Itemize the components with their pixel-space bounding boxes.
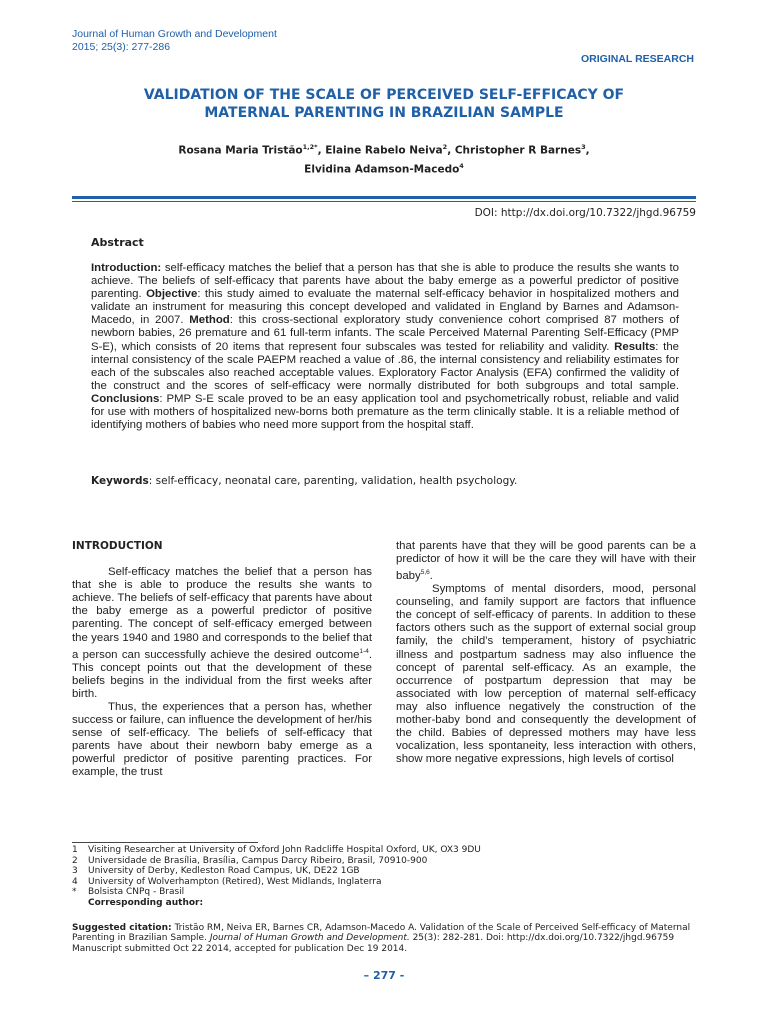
footnotes — [72, 845, 592, 909]
header-divider-thick — [72, 196, 696, 199]
article-title — [72, 86, 696, 122]
abstract-heading: Abstract — [91, 236, 144, 249]
journal-issue: 2015; 25(3): 277-286 — [72, 41, 171, 53]
author-affiliation: 3 — [581, 143, 586, 151]
section-label: ORIGINAL RESEARCH — [581, 53, 694, 65]
citation-doi[interactable]: 25(3): 282-281. Doi: http://dx.doi.org/10.7322/jhgd.96759 — [409, 933, 675, 944]
doi-link[interactable]: DOI: http://dx.doi.org/10.7322/jhgd.96759 — [474, 207, 696, 219]
footnote-number: * — [72, 887, 77, 898]
page-number: – 277 - — [363, 969, 405, 982]
citation-label: Suggested citation: — [72, 923, 172, 933]
footnote-number: 3 — [72, 866, 78, 877]
abstract-objective-text: : this study aimed to evaluate the maternal self-efficacy behavior in hospitalized mothers and validate an instrument for measuring this concept developed and validated in England by Barnes and Adamson-Macedo, in 2007. — [91, 288, 680, 327]
author-affiliation: 2 — [442, 143, 448, 151]
author-list — [72, 140, 696, 177]
paragraph-text: Self-efficacy matches the belief that a person has that she is able to produce the results she wants to achieve. The beliefs of self-efficacy that parents have about the baby emerge as a powerful predictor of positive parenting. The concept of self-efficacy emerged between the years 1940 and 1980 and corresponds to the belief that a person can successfully achieve the desired outcome — [72, 566, 372, 661]
citation-ref: 5,6 — [420, 569, 430, 577]
introduction-heading: INTRODUCTION — [72, 540, 163, 552]
author-affiliation: 1,2* — [302, 143, 318, 151]
body-paragraph: Thus, the experiences that a person has, whether success or failure, can influence the development of her/his sense of self-efficacy. The beliefs of self-efficacy that parents have about their newborn baby emerge as a powerful predictor of positive parenting practices. For example, the trust — [72, 700, 372, 779]
body-column-left — [72, 540, 372, 779]
footnote — [72, 866, 592, 877]
footnote — [72, 887, 592, 898]
paragraph-text: . This concept points out that the development of these beliefs begins in the individual from the first weeks after birth. — [72, 648, 372, 700]
footnote-text: Visiting Researcher at University of Oxford John Radcliffe Hospital Oxford, UK, OX3 9DU — [88, 845, 481, 855]
paragraph-text: . — [429, 569, 433, 582]
abstract-conclusions-text: : PMP S-E scale proved to be an easy application tool and psychometrically robust, reliable and valid for use with mothers of hospitalized new-borns both premature as the term clinically stable. It is a reliable method of identifying mothers of babies who need more support from the hospital staff. — [91, 392, 679, 432]
author-name: Rosana Maria Tristão — [178, 144, 303, 157]
body-paragraph: Symptoms of mental disorders, mood, personal counseling, and family support are factors that influence the concept of self-efficacy of parents. In addition to these factors others such as the support of external social group family, the child’s temperament, history of psychiatric illness and postpartum sadness may also influence the concept of parental self-efficacy. As an example, the occurrence of postpartum depression that may be associated with low perception of maternal self-efficacy may also influence negatively the construction of the mother-baby bond and consequently the development of the child. Babies of depressed mothers may have less vocalization, less spontaneity, less interaction with others, show more negative expressions, high levels of cortisol — [396, 583, 696, 766]
title-line-2: MATERNAL PARENTING IN BRAZILIAN SAMPLE — [204, 105, 564, 121]
footnote-text: Universidade de Brasília, Brasília, Campus Darcy Ribeiro, Brasil, 70910-900 — [88, 855, 428, 866]
manuscript-dates: Manuscript submitted Oct 22 2014, accepted for publication Dec 19 2014. — [72, 943, 408, 954]
body-column-right — [396, 540, 696, 766]
footnote-number: 4 — [72, 876, 78, 887]
citation-journal: Journal of Human Growth and Development. — [209, 933, 410, 944]
author-name: Christopher R Barnes — [454, 144, 582, 157]
footnote — [72, 856, 592, 867]
abstract-method-text: : this cross-sectional exploratory study convenience cohort comprised 87 mothers of newborn babies, 26 premature and 61 full-term infants. The scale Perceived Maternal Parenting Self-Efficacy (PMP S-E), which consists of 20 items that represent four subscales was tested for reliability and validity. — [91, 314, 679, 353]
abstract-results-text: : the internal consistency of the scale PAEPM reached a value of .86, the internal consistency and reliability estimates for each of the subscales also reached acceptable values. Exploratory Factor Analysis (EFA) confirmed the validity of the construct and the scores of self-efficacy were normally distributed for both subgroups and total sample. — [91, 340, 679, 392]
citation-body: Tristão RM, Neiva ER, Barnes CR, Adamson-Macedo A. Validation of the Scale of Perceived Self-efficacy of Maternal Parenting in Brazilian Sample. — [72, 923, 691, 944]
footnote-number: 2 — [72, 855, 78, 866]
paragraph-text: that parents have that they will be good parents can be a predictor of how it will be the care they will have with their baby — [396, 540, 696, 582]
footnote-text: University of Derby, Kedleston Road Campus, UK, DE22 1GB — [88, 866, 360, 877]
abstract-method-label: Method — [189, 314, 230, 327]
title-line-1: VALIDATION OF THE SCALE OF PERCEIVED SELF-EFFICACY OF — [143, 87, 625, 103]
suggested-citation — [72, 923, 696, 954]
corresponding-author — [72, 898, 592, 909]
author-affiliation: 4 — [459, 161, 464, 170]
abstract-results-label: Results — [614, 340, 656, 353]
body-paragraph — [72, 566, 372, 701]
abstract-intro-label: Introduction: — [91, 262, 162, 274]
body-paragraph — [396, 540, 696, 583]
footnote-text: Bolsista CNPq - Brasil — [88, 887, 185, 898]
author-name: Elvidina Adamson-Macedo — [304, 163, 460, 175]
journal-name: Journal of Human Growth and Development — [72, 28, 277, 40]
author-name: Elaine Rabelo Neiva — [325, 144, 443, 157]
header-divider-thin — [72, 201, 696, 202]
keywords-text: : self-efficacy, neonatal care, parenting, validation, health psychology. — [148, 475, 518, 487]
footnote-number: 1 — [72, 845, 78, 855]
abstract-conclusions-label: Conclusions — [91, 392, 160, 405]
abstract-body — [91, 262, 679, 432]
keywords — [91, 474, 679, 488]
corresponding-author-label: Corresponding author: — [88, 897, 204, 908]
authors-line-2 — [72, 159, 696, 178]
citation-text — [72, 923, 696, 944]
abstract-intro-text: self-efficacy matches the belief that a person has that she is able to produce the results she wants to achieve. The beliefs of self-efficacy that parents have about the baby emerge as a powerful predictor of positive parenting. — [91, 262, 679, 301]
authors-line-1: Rosana Maria Tristão$^{1,2*}$, Elaine Rabelo Neiva$^2$, Christopher R Barnes$^3$, — [178, 143, 590, 157]
footnote-divider — [72, 842, 258, 843]
footnote — [72, 877, 592, 888]
keywords-label: Keywords — [91, 475, 149, 487]
footnote — [72, 845, 592, 856]
abstract-objective-label: Objective — [146, 288, 198, 301]
footnote-text: University of Wolverhampton (Retired), West Midlands, Inglaterra — [88, 876, 382, 887]
citation-ref: 1-4 — [359, 647, 369, 655]
